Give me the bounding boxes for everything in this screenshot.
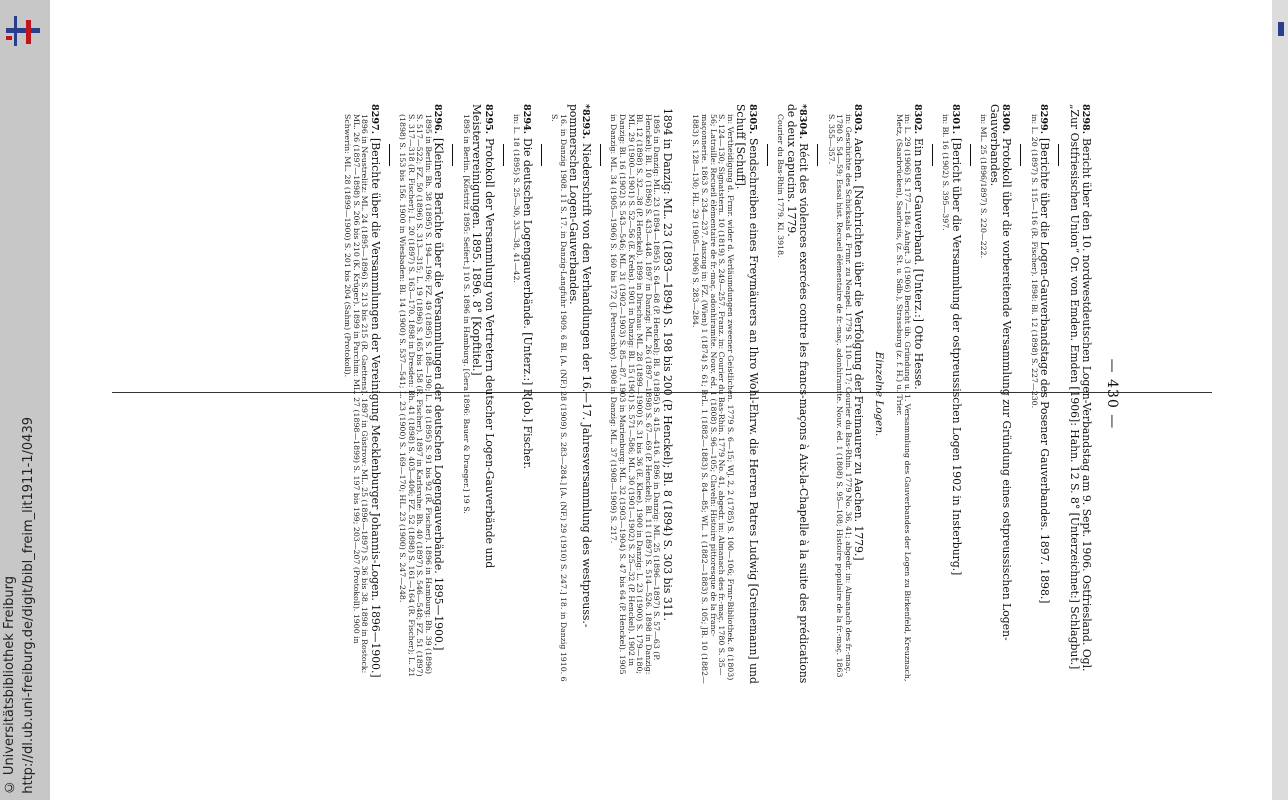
entry-detail: 16. in Danzig 1908. 11 S. 17. in Danzig-Langfuhr 1909. 6 Bl. [A. (NF.) 28 (1909) S. 283—284.] [A. (NF.) 29 (1910) S. 247.] 18. in Danzig 1910. 6 S. bbox=[550, 114, 569, 682]
entry-title: Ein neuer Gauverband. [Unterz.:] Otto Hesse. bbox=[911, 138, 925, 390]
entry-number: *8293. bbox=[579, 104, 591, 140]
sidebar-text bbox=[2, 417, 48, 794]
entry-title: Die deutschen Logengauverbände. [Unterz.:] R[ob.] Fischer. bbox=[520, 138, 534, 469]
entry-separator bbox=[600, 144, 601, 166]
bibliography-entry bbox=[776, 104, 809, 684]
entry-detail: in: Bl. 16 (1902) S. 395—397. bbox=[941, 114, 951, 231]
viewer-sidebar bbox=[0, 0, 50, 800]
entry-detail: Courier du Bas-Rhin 1779. Kl. 3918. bbox=[776, 114, 786, 258]
bibliography-entry bbox=[1067, 104, 1092, 684]
bibliography-entry bbox=[1029, 104, 1050, 684]
bibliography-entry bbox=[609, 104, 673, 684]
bibliography-entry bbox=[398, 104, 445, 684]
bibliography-entry bbox=[512, 104, 533, 684]
entry-title: Protokoll der Versammlung von Vertretern deutscher Logen-Gauverbände und Meistervereinigungen. 1895. 1896. 8° [Kopftitel.] bbox=[470, 104, 496, 569]
entry-title: Sendschreiben eines Freymäurers an Ihro Wohl-Ehrw. die Herren Patres Ludwig [Greinemann] und Schuff [Schuff]. bbox=[734, 104, 760, 684]
copyright-text: © Universitätsbibliothek Freiburg bbox=[2, 575, 17, 794]
entry-number: *8304. bbox=[797, 104, 808, 140]
entry-separator bbox=[932, 144, 933, 166]
entry-number: 8305. bbox=[746, 104, 758, 135]
bibliography-entry bbox=[894, 104, 924, 684]
entry-title: Niederschrift von den Verhandlungen der 16.—17. Jahresversammlung des westpreuss.-pommerschen Logen-Gauverbandes. bbox=[567, 104, 593, 628]
scroll-marker-icon[interactable] bbox=[1278, 22, 1284, 36]
entry-detail: in: L. 29 (1906) S. 177—184: Anhgt. 3 (1906) Bericht üb. Gründung u. 1. Versammlung des Gauverbandes der Logen zu Birkenfeld, Kreuznach, Metz, (Saarbrücken), Saarlouis, (z. St. u. Sdb.), Strassburg (z. f. H.) u. Trier. bbox=[894, 114, 913, 682]
entry-number: 8302. bbox=[911, 104, 923, 135]
entry-separator bbox=[1020, 144, 1021, 166]
entry-title: 1894 in Danzig: ML. 23 (1893—1894) S. 198 bis 200 (P. Henckel); Bl. 8 (1894) S. 303 bis 311. bbox=[660, 108, 674, 621]
entry-title: [Kleinere Berichte über die Versammlungen der deutschen Logengauverbände. 1895—1900.] bbox=[432, 138, 446, 651]
entry-detail: in: ML. 25 (1896/1897) S. 220—222. bbox=[979, 114, 989, 259]
entry-separator bbox=[503, 144, 504, 166]
entry-number: 8296. bbox=[432, 104, 444, 135]
entry-detail: 1896 in Neustrelitz: ML. 24 (1895—1896) S. 213 bis 215 (R. Gaettens). 1897 in Güstrow: ML. 25 (1896—1897) S. 36 bis 38. 1898 in Rostock: ML. 26 (1897—1898) S. 206 bis 210 (K. Krüger). 1899 in Parchim: ML. 27 (1898—1899) S. 197 bis 199; 203—207 (Protokoll). 1900 in Schwerin: ML. 28 (1899—1900) S. 201 bis 204 (Sahm) (Protokoll). bbox=[343, 114, 370, 674]
entry-title: [Berichte über die Logen-Gauverbandstage des Posener Gauverbandes. 1897. 1898.] bbox=[1038, 138, 1052, 604]
entry-separator bbox=[452, 144, 453, 166]
entry-detail: in: Vertheidigung d. Frmr. wider d. Verläumdungen zweener Geistlichen. 1779 S. 6—15; WJ. 2, 2 (1785) S. 100—106; Frmr-Bibliothek. 8 (1803) S. 124—130; Signatstern. 10 (1819) S. 249—257. Franz. in: Courier du Bas-Rhin. 1779 No. 41, abgedr. in: Almanach des fr.-maç. 1780 S. 35—56; Latraille: Recueil élémentaire de fr.-maç. adonhiramite. Nouv. éd. 1 (1808) S. 96—105; Claveln: Histoire pittoresque de la franc-maçonnerie. 1863 S. 234—237. Auszug in: FZ. (Wien) 1 (1874) S. 61; BrL. 1 (1882—1883) S. 84—85; WL. 1 (1882—1883) S. 105; JB. 10 (1882—1883) S. 128—130; HL. 29 (1905—1906) S. 283—284. bbox=[691, 114, 735, 684]
entry-separator bbox=[817, 144, 818, 166]
entry-number: 8300. bbox=[1000, 104, 1012, 135]
entry-number: 8294. bbox=[520, 104, 532, 135]
entry-number: 8295. bbox=[482, 104, 494, 135]
column-right bbox=[691, 104, 1092, 684]
entry-detail: 1895 in Berlin: Bh. 38 (1895) S. 194—196; FZ. 49 (1895) S. 188—190; L. 18 (1895) S. 91 bis 92 (R. Fischer). 1896 in Hamburg: Bh. 39 (1896) S. 517—522; FZ. 50 (1896) S. 313—315; L. 19 (1896) S. 165 bis 158 (R. Fischer). 1897 in Karlsruhe: Bh. 40 (1897) S. 546—548; FZ. 51 (1897) S. 317—318 (R. Fischer); L. 20 (1897) S. 163—170. 1898 in Dresden: Bh. 41 (1898) S. 403—406; FZ. 52 (1898) S. 161—164 (R. Fischer); L. 21 (1898) S. 153 bis 156. 1900 in Wiesbaden: Bl. 14 (1900) S. 537—541; L. 23 (1900) S. 169—170; HL. 23 (1900) S. 247—248. bbox=[398, 114, 434, 678]
entry-title: Aachen. [Nachrichten über die Verfolgung der Freimaurer zu Aachen. 1779.] bbox=[852, 138, 866, 561]
column-left bbox=[342, 104, 672, 684]
bibliography-entry bbox=[461, 104, 494, 684]
entry-detail: 1895 in Danzig: ML. 23 (1894—1895) S. 64—68 (P. Henckel); Bl. 9 (1895) S. 415—416. 1896 in Danzig: ML. 25 (1896—1897) S. 57—63 (P. Henckel); Bl. 10 (1896) S. 433—448. 1897 in Danzig: ML. 26 (1897—1898) S. 67—69 (P. Henckel); Bl. 11 (1897) S. 514—526. 1898 in Danzig: Bl. 12 (1898) S. 32—38 (P. Henckel). 1899 in Dirschau: ML. 28 (1899—1900) S. 31 bis 36 (E. Klee). 1900 in Danzig: L. 23 (1900) S. 179—180; ML. 29 (1900—1901) S. 52—56 (E. Krebs). 1901 in Danzig: Bl. 15 (1901) S. 571—586; ML. 30 (1901—1902) S. 25—32 (P. Henckel). 1902 in Danzig: Bl. 16 (1902) S. 543—546; ML. 31 (1902—1903) S. 85—87. 1903 in Marienburg: ML. 32 (1903—1904) S. 47 bis 64 (P. Henckel). 1905 in Danzig: ML. 34 (1905—1906) S. 160 bis 172 (J. Petruschky). 1908 in Danzig: ML. 37 (1908—1909) S. 217. bbox=[609, 114, 662, 675]
entry-separator bbox=[541, 144, 542, 166]
entry-number: 8298. bbox=[1080, 104, 1091, 135]
rotated-page-content bbox=[338, 104, 1118, 684]
bibliography-entry bbox=[979, 104, 1012, 684]
page-number: — 430 — bbox=[1104, 104, 1120, 684]
entry-detail: 1895 in Berlin. [Köstritz 1895: Seifert.] 10 S. 1896 in Hamburg. [Gera 1896: Bauer & Draeger.] 19 S. bbox=[462, 114, 472, 514]
entry-number: 8299. bbox=[1038, 104, 1050, 135]
section-heading: Einzelne Logen. bbox=[873, 351, 886, 437]
entry-number: 8301. bbox=[949, 104, 961, 135]
entry-separator bbox=[970, 144, 971, 166]
entry-detail: in: L. 20 (1897) S. 115—116 (R. Fischer). 1898: Bl. 12 (1898) S. 227—230. bbox=[1029, 114, 1039, 409]
entry-detail: in: Geschichte des Schicksals d. Frmr. zu Neapel. 1779 S. 110—117; Courier du Bas-Rhin. 1779 No. 36, 41; abgedr. in: Almanach des fr.-maç. 1780 S. 54—59; Essai hist. Recueil élémentaire de fr.-maç. adonhiramite. Nouv. éd. 1 (1808) S. 95—108; Histoire populaire de la fr.-maç. 1863 S. 355—357. bbox=[826, 114, 853, 678]
entry-number: 8297. bbox=[368, 104, 380, 135]
bibliography-entry bbox=[691, 104, 759, 684]
entry-separator bbox=[1058, 144, 1059, 166]
entry-title: Bericht über den 10. nordwestdeutschen Logen-Verbandstag am 9. Sept. 1906. Ostfriesland. Ogl. „Zur Ostfriesischen Union“ Or. von Emden. Emden [1906]: Hahn. 12 S. 8° [Unterzeichnet:] Schlagbut.] bbox=[1067, 104, 1093, 672]
entry-separator bbox=[767, 144, 768, 166]
entry-title: [Bericht über die Versammlung der ostpreussischen Logen 1902 in Insterburg.] bbox=[949, 138, 963, 576]
bibliography-entry bbox=[941, 104, 962, 684]
bibliography-entry bbox=[342, 104, 380, 684]
document-url[interactable]: http://dl.ub.uni-freiburg.de/digit/bibl_freim_lit1911-1/0439 bbox=[21, 417, 36, 794]
entry-title: [Berichte über die Versammlungen der Vereinigung Mecklenburger Johannis-Logen. 1896—1900.] bbox=[368, 138, 382, 678]
entry-title: Récit des violences exercées contre les francs-maçons à Aix-la-Chapelle à la suite des prédications de deux capucins. 1779. bbox=[784, 104, 810, 684]
bibliography-entry bbox=[550, 104, 592, 684]
entry-separator bbox=[389, 144, 390, 166]
entry-title: Protokoll über die vorbereitende Versammlung zur Gründung eines ostpreussischen Logen-Gauverbandes. bbox=[987, 104, 1014, 641]
library-logo-icon[interactable] bbox=[4, 14, 40, 48]
right-scroll-strip[interactable] bbox=[1272, 0, 1288, 800]
bibliography-entry bbox=[826, 104, 864, 684]
entry-detail: in: L. 18 (1895) S. 25—30, 33—38, 41—42. bbox=[512, 114, 522, 283]
entry-number: 8303. bbox=[852, 104, 864, 135]
